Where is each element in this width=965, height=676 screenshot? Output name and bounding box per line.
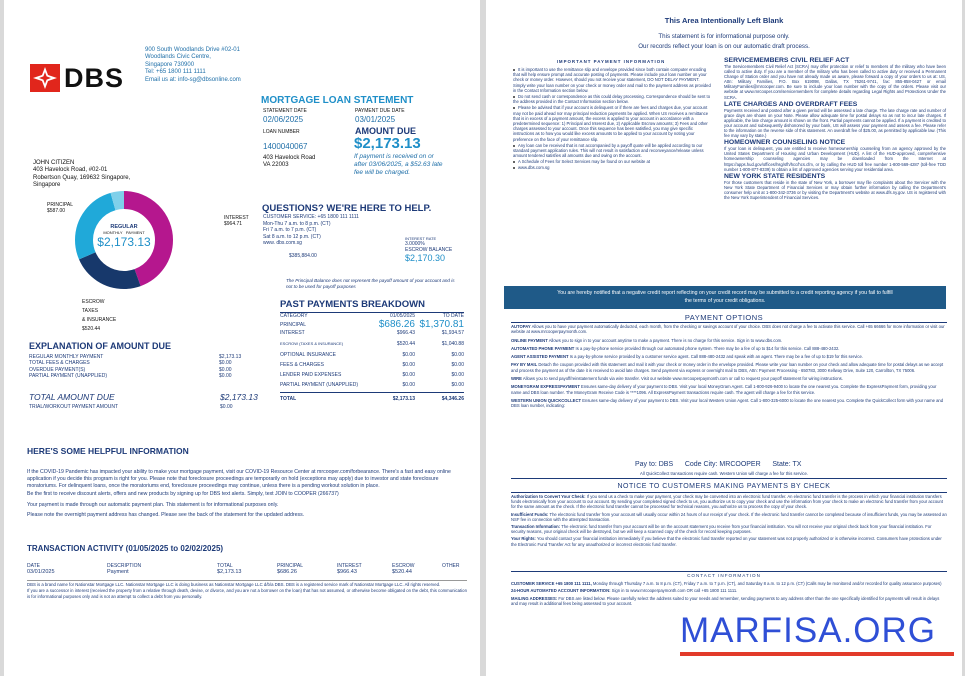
escrow-balance: $2,170.30 bbox=[405, 253, 446, 263]
blank-area-title: This Area Intentionally Left Blank bbox=[664, 16, 784, 25]
header-date: DATE bbox=[27, 563, 40, 569]
customer-service-phone: CUSTOMER SERVICE: +65 1800 111 1111 bbox=[263, 214, 359, 220]
bullet-text: Do not send cash or correspondence as this could delay processing. Correspondence should be sent to the address provided in the Contact Information section below. bbox=[513, 94, 711, 105]
notice-label: Authorization to Convert Your Check: bbox=[511, 494, 586, 499]
notices-column bbox=[724, 57, 946, 200]
explanation-value: $0.00 bbox=[219, 373, 232, 380]
address-line: Tel: +65 1800 111 1111 bbox=[145, 69, 206, 76]
explanation-value: $2,173.13 bbox=[219, 354, 242, 360]
statement-title: MORTGAGE LOAN STATEMENT bbox=[261, 95, 414, 106]
nys-title: NEW YORK STATE RESIDENTS bbox=[724, 172, 826, 180]
transaction-row bbox=[27, 569, 467, 575]
past-to-date: $0.00 bbox=[451, 372, 464, 378]
header-escrow: ESCROW bbox=[392, 563, 415, 569]
header-to-date: TO DATE bbox=[442, 313, 464, 319]
txn-other bbox=[442, 569, 467, 575]
hours-line: Fri 7 a.m. to 7 p.m. (CT) bbox=[263, 227, 317, 234]
explanation-value: $0.00 bbox=[219, 360, 232, 367]
quickcollect-note: All QuickCollect transactions require cash. Western Union will charge a fee for this service. bbox=[640, 471, 808, 476]
past-row bbox=[280, 382, 464, 392]
header-description: DESCRIPTION bbox=[107, 563, 142, 569]
past-total-to-date: $4,346.26 bbox=[441, 395, 464, 402]
option-text: Is a pay-by-phone service provided by a customer service agent. Call 888-480-2432 and speak with an agent. There may be a fee of up to $19 for this service. bbox=[569, 354, 863, 360]
past-amount: $0.00 bbox=[402, 362, 415, 368]
bullet-text: Any loan can be received that is not accompanied by a payoff quote will be applied according to our standard payment application rules. This will not result in satisfaction and reconveyance/release unless amount tendered satisfies all amounts due and owing on the account. bbox=[513, 142, 704, 159]
header-principal: PRINCIPAL bbox=[277, 563, 304, 569]
total-amount-due-label: TOTAL AMOUNT DUE bbox=[29, 392, 115, 402]
customer-address-line: 403 Havelock Road, #02-01 bbox=[33, 167, 108, 174]
contact-line bbox=[511, 596, 947, 607]
past-row bbox=[280, 372, 464, 382]
past-amount: $0.00 bbox=[402, 382, 415, 388]
customer-name: JOHN CITIZEN bbox=[33, 160, 75, 166]
past-amount: $0.00 bbox=[402, 352, 415, 358]
contact-info-body bbox=[511, 581, 947, 606]
counseling-text: If your loan is delinquent, you are entitled to receive homeownership counseling from an agency approved by the United States Department of Housing and Urban Development (HUD). A list of the HUD-approved, comprehensive homeownership counseling agencies may be downloaded from the Internet at https://apps.hud.gov/offices/hsg/sfh/hcc/hcs.cfm, or by calling the HUD toll free number 1-800-569-4287 (toll-free TDD number 1-800-877-8339) to obtain a list of approved agencies serving your residential area. bbox=[724, 146, 946, 172]
property-address bbox=[263, 155, 315, 170]
transaction-table bbox=[27, 563, 467, 575]
footer-line: If you are a successor in interest (received the property from a relative through death, devise, or divorce, and you are not a borrower on the loan) that has not assumed, or otherwise become obligated on the debt, this communication is for informational purposes only and is not an attempt to collect a debt from you personally. bbox=[27, 588, 467, 599]
past-to-date: $1,934.57 bbox=[441, 330, 464, 336]
payment-option bbox=[511, 338, 947, 343]
customer-address-line: Robertson Quay, 169632 Singapore, bbox=[33, 174, 131, 181]
option-text: Ensures same-day delivery of your payment to DBS. Visit your local MoneyGram Agent. Call 1-800-926-9400 to locate the one nearest you. Complete the ExpressPayment form, providing your name and DBS loan number. The MoneyGram Receive Code is ****1096. All ExpressPayment transactions require cash. The agent will charge a fee for this service. bbox=[511, 384, 937, 395]
option-label: AUTOPAY bbox=[511, 324, 531, 329]
banner-line: You are hereby notified that a negative credit report reflecting on your credit record may be submitted to a credit reporting agency if you fail to fulfill bbox=[557, 290, 893, 296]
bullet-text: A Schedule of Fees for Select Services may be found on our website at bbox=[518, 159, 650, 165]
statement-date-label: STATEMENT DATE bbox=[263, 108, 307, 114]
loan-number-label: LOAN NUMBER bbox=[263, 129, 300, 135]
past-row bbox=[280, 341, 464, 352]
donut-center-amount: $2,173.13 bbox=[97, 235, 151, 249]
footer-disclosures bbox=[27, 582, 467, 599]
transaction-title: TRANSACTION ACTIVITY (01/05/2025 to 02/02/2025) bbox=[27, 544, 224, 553]
explanation-value: $0.00 bbox=[219, 366, 232, 373]
contact-text: For DBS are listed below. Please carefully select the address suited to your needs and remember, sending payments to any address other than the one specifically identified for payments will result in delays and may result in additional fees being assessed to your account. bbox=[511, 595, 940, 606]
statement-date: 02/06/2025 bbox=[263, 115, 304, 124]
hours-line: Sat 8 a.m. to 12 p.m. (CT) bbox=[263, 233, 321, 240]
principal-balance-note: The Principal Balance does not represent the payoff amount of your account and is not to be used for payoff purposes bbox=[286, 278, 455, 289]
payment-option bbox=[511, 354, 947, 359]
amount-due: $2,173.13 bbox=[354, 135, 421, 152]
contact-text: Sign in to www.mrcooperpaymonth.com OR call +65 1800 111 1111. bbox=[611, 588, 738, 594]
customer-address bbox=[33, 160, 153, 190]
header-interest: INTEREST bbox=[337, 563, 362, 569]
important-bullet bbox=[513, 94, 713, 104]
option-text: Allows you to sign in to your account anytime to make a payment. There is no charge for this service. Sign in to www.dbs.com. bbox=[548, 337, 783, 343]
amount-due-label: AMOUNT DUE bbox=[355, 126, 416, 136]
donut-interest-label bbox=[224, 215, 249, 227]
watermark-underline bbox=[680, 652, 954, 656]
trial-payment-label: TRIAL/WORKOUT PAYMENT AMOUNT bbox=[29, 404, 119, 410]
customer-address-line: Singapore bbox=[33, 182, 61, 189]
email-link[interactable]: Email us at: info-sg@dbsonline.com bbox=[145, 76, 241, 83]
option-label: AUTOMATED PHONE PAYMENT bbox=[511, 345, 575, 351]
questions-title: QUESTIONS? WE'RE HERE TO HELP. bbox=[262, 203, 432, 214]
past-row bbox=[280, 362, 464, 372]
past-category: OPTIONAL INSURANCE bbox=[280, 352, 336, 358]
late-charges-title: LATE CHARGES AND OVERDRAFT FEES bbox=[724, 100, 858, 108]
past-to-date: $1,040.88 bbox=[441, 341, 464, 347]
payment-options-list bbox=[511, 324, 947, 409]
address-line: Woodlands Civic Centre, bbox=[145, 54, 211, 61]
payment-option bbox=[511, 346, 947, 351]
late-charges-text: Payments received and posted after a given period will be assessed a late charge. The late charge rate and number of grace days are shown on your Note. Please allow adequate time for postal delays so as not to incur late charges. If applicable, the late charge amount is shown on the front. Partial payments cannot be applied. If a payment is credited to your account and subsequently dishonored by your bank, US will assess your payment and assess a fee. Please refer to the information on the reverse side of this statement. An overdraft fee of $25.00, as permitted by applicable law. (This fee may vary by state.) bbox=[724, 107, 946, 139]
state-code: State: TX bbox=[772, 461, 802, 468]
marfisa-watermark: MARFISA.ORG bbox=[680, 611, 937, 650]
contact-label: 24-HOUR AUTOMATED ACCOUNT INFORMATION: bbox=[511, 588, 611, 594]
nys-text: For those customers that reside in the state of New York, a borrower may file complaints about the Servicer with the New York State Department of Financial Services or may obtain further information by calling the Department's consumer help unit at 1-800-342-3736 or by visiting the Department's website at www.dfs.ny.gov. US is registered with the New York Superintendent of Financial Services. bbox=[724, 179, 946, 200]
bullet-text: It is important to use the remittance slip and envelope provided since both contain computer encoding that will help ensure prompt and accurate posting of payments. Please include your loan number on your check or money order. However, should you not receive your statement, DO NOT DELAY PAYMENT. Simply write your loan number on your check or money order and mail to the payment address as provided in the Contact Information section below. bbox=[513, 67, 711, 93]
donut-center-regular: REGULAR bbox=[110, 224, 138, 230]
check-notice-title: NOTICE TO CUSTOMERS MAKING PAYMENTS BY CHECK bbox=[617, 483, 831, 490]
past-amount: $686.26 bbox=[378, 319, 415, 330]
important-bullet bbox=[513, 105, 713, 141]
option-text: Is a pay-by-phone service provided through our automated phone system. There may be a fee of up to $14 for this service. Call 888-480-2432. bbox=[575, 345, 840, 351]
statement-front-page bbox=[4, 0, 480, 676]
important-info-title: IMPORTANT PAYMENT INFORMATION bbox=[556, 59, 666, 64]
past-to-date: $0.00 bbox=[451, 382, 464, 388]
payment-option bbox=[511, 324, 947, 335]
monthly-word: MONTHLY bbox=[103, 230, 123, 235]
option-text: Ensures same-day delivery of your payment to DBS. Visit your local Western Union Agent. Call 1-800-325-6000 to locate the one nearest you. Complete the QuickCollect form with your name and DBS loan number, indicating: bbox=[511, 397, 944, 409]
past-to-date: $0.00 bbox=[451, 362, 464, 368]
dbs-star-icon bbox=[30, 64, 60, 92]
option-label: AGENT ASSISTED PAYMENT bbox=[511, 354, 569, 360]
bullet-text: Please be advised that if your account is delinquent or if there are fees and charges due, your account may not be paid ahead nor may principal reduction payments be applied. When US receives a remittance that is in excess of a payment amount, the excess is applied to your account in accordance with a predetermined sequence: 1) Principal and Interest due, 2) Applicable Escrow amounts; 3) Fees and other charges assessed to your account. Once this sequence has been satisfied, you may give specific instructions as to how you would like excess amounts to be applied to your account by noting your preference on the face of your remittance slip. bbox=[513, 105, 709, 142]
principal-balance: $385,884.00 bbox=[289, 253, 317, 259]
contact-line bbox=[511, 581, 947, 586]
explanation-table bbox=[29, 354, 249, 380]
past-row bbox=[280, 330, 464, 341]
fees-website-link[interactable]: www.dbs.com.sg bbox=[518, 164, 550, 170]
notice-label: Insufficient Funds: bbox=[511, 511, 549, 517]
option-label: ONLINE PAYMENT bbox=[511, 337, 548, 343]
hours-line: Mon-Thu 7 a.m. to 8 p.m. (CT) bbox=[263, 220, 331, 227]
check-notice-paragraph bbox=[511, 536, 947, 546]
statement-back-page bbox=[486, 0, 962, 676]
txn-escrow: $520.44 bbox=[392, 569, 412, 575]
past-row bbox=[280, 319, 464, 330]
payment-due-date: 03/01/2025 bbox=[355, 115, 396, 124]
important-bullet bbox=[513, 165, 713, 170]
dbs-logo bbox=[30, 64, 130, 92]
important-info-list bbox=[513, 67, 713, 170]
check-notice-paragraph bbox=[511, 524, 947, 534]
explanation-label: TOTAL FEES & CHARGES bbox=[29, 360, 90, 367]
footer-line: DBS is a brand name for Nationstar Mortgage LLC. Nationstar Mortgage LLC is doing business as Nationstar Mortgage LLC d/b/a DBS. DBS is a registered service mark of Nationstar Mortgage LLC. All rights reserved. bbox=[27, 582, 441, 587]
past-category: LENDER PAID EXPENSES bbox=[280, 372, 342, 378]
payment-option bbox=[511, 362, 947, 373]
payment-option bbox=[511, 398, 947, 409]
past-category: FEES & CHARGES bbox=[280, 362, 324, 368]
past-total-amount: $2,173.13 bbox=[392, 395, 415, 402]
explanation-label: REGULAR MONTHLY PAYMENT bbox=[29, 354, 104, 360]
past-total-row bbox=[280, 392, 464, 404]
escrow-line: & INSURANCE bbox=[82, 317, 117, 323]
txn-principal: $686.26 bbox=[277, 569, 297, 575]
option-text: Allows you to have your payment automatically deducted, each month, from the checking or savings account of your choice. DBS does not charge a fee to activate this service. Call +65 66666 for more information or visit our website at www.mrcooperpaymonth.com. bbox=[511, 324, 945, 335]
blank-area-subtitle: Our records reflect your loan is on our automatic draft process. bbox=[638, 43, 810, 50]
principal-label: PRINCIPAL bbox=[47, 202, 74, 208]
helpful-info-title: HERE'S SOME HELPFUL INFORMATION bbox=[27, 446, 189, 456]
escrow-line: $520.44 bbox=[82, 326, 101, 332]
late-fee-note: If payment is received on or after 03/06/2025, a $52.63 late fee will be charged. bbox=[354, 153, 443, 176]
helpful-paragraph: Your payment is made through our automatic payment plan. This statement is for informational purposes only. bbox=[27, 502, 279, 509]
past-payments-table bbox=[280, 313, 464, 404]
past-to-date: $1,370.81 bbox=[419, 319, 464, 330]
principal-value: $587.00 bbox=[47, 208, 66, 215]
important-bullet bbox=[513, 67, 713, 93]
donut-escrow-label bbox=[82, 298, 116, 334]
notice-text: If you send us a check to make your payment, your check may be converted into an electronic fund transfer. An electronic fund transfer is the process in which your financial institution transfers funds electronically from your account to our account. By sending your completed signed check to us, you authorize us to copy your check and use the information from your check to make an electronic fund transfer from your account for the same amount as the check. If the electronic fund transfer cannot be processed for technical reasons, you authorize us to process the copy of your check. bbox=[511, 494, 944, 510]
scra-text: The Servicemembers Civil Relief Act (SCRA) may offer protection or relief to members of the military who have been called to active duty. If you are a member of the military who has been called to active duty or received a Permanent Change of Station order and you have not already made us aware, please forward a copy of your orders to us at: US, Attn: Military Families, P.O. Box 619098, Dallas, TX 75261-9741, fax: 855-858-0427 or email MilitaryFamilies@mrcooper.com. Be sure to include your loan number with the copy of the orders. Please visit our website at www.mrcooper.com/servicemembers for complete details regarding Legal Rights and Protections Under the SCRA. bbox=[724, 64, 946, 100]
past-category: ESCROW (TAXES & INSURANCE) bbox=[280, 341, 344, 346]
credit-report-banner bbox=[504, 286, 946, 309]
check-notice-body bbox=[511, 494, 947, 547]
helpful-paragraph: Be the first to receive discount alerts, offers and new products by signing up for DBS text alerts. Simply, text JOIN to COOPER (266737) bbox=[27, 491, 339, 498]
contact-info-title: CONTACT INFORMATION bbox=[687, 573, 761, 578]
txn-description: Payment bbox=[107, 569, 129, 575]
property-address-line: VA 22003 bbox=[263, 162, 289, 169]
website-link[interactable]: www. dbs.com.sg bbox=[263, 240, 302, 247]
escrow-line: ESCROW bbox=[82, 299, 105, 305]
quickcollect-codes bbox=[635, 461, 801, 468]
check-notice-paragraph bbox=[511, 512, 947, 522]
past-category: PARTIAL PAYMENT (UNAPPLIED) bbox=[280, 382, 358, 388]
explanation-title: EXPLANATION OF AMOUNT DUE bbox=[29, 341, 171, 351]
interest-label: INTEREST bbox=[224, 215, 249, 221]
txn-interest: $966.43 bbox=[337, 569, 357, 575]
trial-payment-value: $0.00 bbox=[220, 404, 233, 410]
donut-center bbox=[74, 224, 174, 249]
check-notice-paragraph bbox=[511, 494, 947, 510]
escrow-balance-label: ESCROW BALANCE bbox=[405, 247, 453, 253]
property-address-line: 403 Havelock Road bbox=[263, 155, 316, 161]
contact-label: MAILING ADDRESSES: bbox=[511, 595, 558, 601]
past-amount: $520.44 bbox=[396, 341, 415, 347]
interest-value: $964.71 bbox=[224, 221, 243, 228]
payment-option bbox=[511, 384, 947, 395]
blank-area-subtitle: This statement is for informational purpose only. bbox=[658, 33, 790, 40]
option-text: Allows you to send payoff/reinstatement funds via wire transfer. Visit our website www.mrcooperpaymonth.com or call to request your payoff statement for wiring instructions. bbox=[522, 376, 843, 382]
helpful-info-body bbox=[27, 469, 465, 519]
address-line: Singapore 730900 bbox=[145, 61, 195, 68]
past-amount: $966.43 bbox=[396, 330, 415, 336]
header-category: CATEGORY bbox=[280, 313, 308, 319]
contact-text: Monday through Thursday 7 a.m. to 8 p.m. (CT), Friday 7 a.m. to 7 p.m. (CT), and Saturday 8 a.m. to 12 p.m. (CT) (Calls may be monitored and/or recorded for quality assurance purposes) bbox=[592, 581, 942, 586]
notice-label: Your Rights: bbox=[511, 536, 536, 542]
notice-text: The electronic fund transfer from your account will usually occur within 24 hours of our receipt of your check. If the electronic fund transfer cannot be completed because of insufficient funds, you may be assessed an NSF fee in connection with the attempted transaction. bbox=[511, 511, 947, 522]
header-total: TOTAL bbox=[217, 563, 233, 569]
customer-service-hours bbox=[263, 214, 413, 247]
option-label: WIRE bbox=[511, 376, 522, 382]
notice-label: Transaction Information: bbox=[511, 524, 561, 530]
txn-date: 03/01/2025 bbox=[27, 569, 55, 575]
past-total-label: TOTAL bbox=[280, 395, 297, 402]
header-period: 01/05/2025 bbox=[389, 313, 415, 319]
past-to-date: $0.00 bbox=[451, 352, 464, 358]
bank-address bbox=[145, 47, 285, 84]
helpful-paragraph: Please note the overnight payment address has changed. Please see the back of the statement for the updated address. bbox=[27, 511, 305, 518]
past-payments-title: PAST PAYMENTS BREAKDOWN bbox=[280, 299, 425, 310]
escrow-line: TAXES bbox=[82, 308, 99, 314]
address-line: 900 South Woodlands Drive #02-01 bbox=[145, 47, 240, 53]
logo-wordmark: DBS bbox=[64, 63, 125, 93]
scra-title: SERVICEMEMBERS CIVIL RELIEF ACT bbox=[724, 57, 850, 64]
pay-to: Pay to: DBS bbox=[635, 461, 674, 468]
explanation-label: PARTIAL PAYMENT (UNAPPLIED) bbox=[29, 373, 107, 380]
past-amount: $0.00 bbox=[402, 372, 415, 378]
interest-rate: 3.0000% bbox=[405, 241, 425, 247]
rate-balance-box bbox=[405, 236, 452, 263]
loan-number: 1400040067 bbox=[263, 142, 308, 151]
payment-options-title: PAYMENT OPTIONS bbox=[684, 313, 764, 322]
option-text: Detach the coupon provided with this statement and mail it with your check or money order in the envelope provided. Please write your loan number on your check and allow adequate time for postal delays as we accept and process the payment as of the date it is received to avoid late charges. Send payment via express or overnight mail to DBS, Attn: Payment Processing - 650783, 3000 Kellway Drive, Suite 120, Carrollton, TX 75006. bbox=[511, 362, 944, 373]
important-bullet bbox=[513, 143, 713, 159]
code-city: Code City: MRCOOPER bbox=[684, 461, 761, 468]
total-amount-due-value: $2,173.13 bbox=[220, 392, 258, 402]
payment-word: PAYMENT bbox=[125, 230, 145, 235]
helpful-paragraph: If the COVID-19 Pandemic has impacted your ability to make your mortgage payment, visit our COVID-19 Resource Center at mrcooper.com/forbearance. There's a fast and easy online application if you decide this program is right for you. Please note that foreclosure proceedings are temporarily on hold (exceptions may apply) due to investor and state foreclosure moratoriums. For delinquent loans, once the moratoriums end, foreclosure proceedings may continue, unless there is a pending workout solution in place. bbox=[27, 469, 451, 489]
explanation-row bbox=[29, 373, 249, 379]
payment-option bbox=[511, 376, 947, 381]
option-label: PAY BY MAIL bbox=[511, 362, 538, 368]
past-category: PRINCIPAL bbox=[280, 322, 307, 328]
option-label: MONEYGRAM EXPRESSPAYMENT bbox=[511, 384, 580, 390]
notice-text: The electronic fund transfer from your account will be on the account statement you receive from your financial institution. You will not receive your original check back from your financial institution. For security reasons, your original check will be destroyed, but we will keep a scanned copy of the check for record keeping purposes. bbox=[511, 524, 932, 535]
banner-line: the terms of your credit obligations. bbox=[684, 298, 766, 304]
contact-line bbox=[511, 588, 947, 593]
counseling-title: HOMEOWNER COUNSELING NOTICE bbox=[724, 139, 846, 147]
interest-rate-label: INTEREST RATE bbox=[405, 236, 437, 241]
header-other: OTHER bbox=[442, 563, 460, 569]
explanation-label: OVERDUE PAYMENT(S) bbox=[29, 366, 86, 373]
option-label: WESTERN UNION QUICKCOLLECT bbox=[511, 397, 582, 403]
donut-principal-label bbox=[47, 202, 73, 214]
notice-text: You should contact your financial institution immediately if you believe that the electronic fund transfer reported on your statement was not properly authorized or is otherwise incorrect. Consumers have protections under the Electronic Fund Transfer Act for any unauthorized or incorrect electronic fund transfer. bbox=[511, 536, 942, 547]
past-category: INTEREST bbox=[280, 330, 305, 336]
past-row bbox=[280, 352, 464, 362]
payment-due-label: PAYMENT DUE DATE bbox=[355, 108, 405, 114]
txn-total: $2,173.13 bbox=[217, 569, 242, 575]
contact-label: CUSTOMER SERVICE +65 1800 111 1111, bbox=[511, 581, 592, 586]
